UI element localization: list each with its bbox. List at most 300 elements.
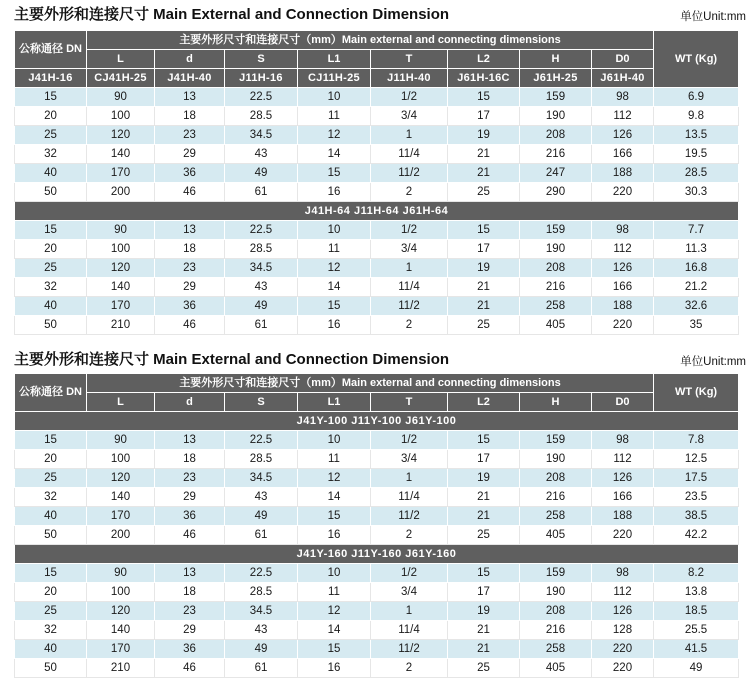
table-cell: 16 bbox=[298, 183, 371, 202]
table-cell: 13.5 bbox=[654, 126, 739, 145]
band-row bbox=[15, 545, 739, 564]
wt-header: WT (Kg) bbox=[654, 374, 739, 412]
table-cell: 258 bbox=[520, 640, 592, 659]
column-header-row bbox=[15, 393, 739, 412]
column-header: d bbox=[155, 50, 225, 69]
column-header: T bbox=[371, 50, 448, 69]
group-header: 主要外形尺寸和连接尺寸（mm）Main external and connecting dimensions bbox=[87, 31, 654, 50]
table-cell: 13 bbox=[155, 88, 225, 107]
table-cell: 13 bbox=[155, 431, 225, 450]
dn-header: 公称通径 DN bbox=[15, 374, 87, 412]
table-cell: 170 bbox=[87, 507, 155, 526]
table-cell: 16.8 bbox=[654, 259, 739, 278]
table-cell: 112 bbox=[592, 583, 654, 602]
table-cell: 126 bbox=[592, 126, 654, 145]
table-cell: 15 bbox=[15, 88, 87, 107]
table-cell: 19 bbox=[448, 469, 520, 488]
table-cell: 112 bbox=[592, 240, 654, 259]
table-cell: 190 bbox=[520, 450, 592, 469]
table-cell: 15 bbox=[15, 431, 87, 450]
model-cell: J61H-16C bbox=[448, 69, 520, 88]
table-cell: 22.5 bbox=[225, 88, 298, 107]
table-cell: 190 bbox=[520, 107, 592, 126]
table-cell: 405 bbox=[520, 659, 592, 678]
table-cell: 2 bbox=[371, 526, 448, 545]
table-cell: 46 bbox=[155, 659, 225, 678]
table-cell: 15 bbox=[448, 431, 520, 450]
table-cell: 140 bbox=[87, 488, 155, 507]
table-row bbox=[15, 88, 739, 107]
group-header: 主要外形尺寸和连接尺寸（mm）Main external and connecting dimensions bbox=[87, 374, 654, 393]
table-cell: 20 bbox=[15, 107, 87, 126]
column-header: S bbox=[225, 50, 298, 69]
table-cell: 41.5 bbox=[654, 640, 739, 659]
table-cell: 208 bbox=[520, 126, 592, 145]
table-cell: 10 bbox=[298, 431, 371, 450]
column-header: D0 bbox=[592, 50, 654, 69]
table-cell: 43 bbox=[225, 145, 298, 164]
band-row bbox=[15, 412, 739, 431]
table-cell: 32 bbox=[15, 145, 87, 164]
table-cell: 14 bbox=[298, 145, 371, 164]
table-cell: 120 bbox=[87, 259, 155, 278]
table-cell: 15 bbox=[298, 507, 371, 526]
table-cell: 49 bbox=[225, 164, 298, 183]
table-cell: 15 bbox=[448, 564, 520, 583]
table-cell: 140 bbox=[87, 145, 155, 164]
table-cell: 32 bbox=[15, 621, 87, 640]
table-cell: 15 bbox=[298, 640, 371, 659]
table-cell: 61 bbox=[225, 659, 298, 678]
table-cell: 14 bbox=[298, 278, 371, 297]
table-cell: 17 bbox=[448, 107, 520, 126]
table-cell: 126 bbox=[592, 259, 654, 278]
table-cell: 25 bbox=[448, 526, 520, 545]
table-cell: 11/2 bbox=[371, 164, 448, 183]
unit-label: 单位Unit:mm bbox=[680, 11, 746, 23]
table-cell: 29 bbox=[155, 488, 225, 507]
table-cell: 98 bbox=[592, 88, 654, 107]
table-cell: 25 bbox=[15, 126, 87, 145]
table-cell: 216 bbox=[520, 621, 592, 640]
table-cell: 405 bbox=[520, 526, 592, 545]
model-row bbox=[15, 69, 739, 88]
unit-label: 单位Unit:mm bbox=[680, 356, 746, 368]
table-cell: 13 bbox=[155, 221, 225, 240]
table-cell: 1/2 bbox=[371, 88, 448, 107]
table-cell: 166 bbox=[592, 278, 654, 297]
model-cell: J11H-16 bbox=[225, 69, 298, 88]
model-cell: CJ11H-25 bbox=[298, 69, 371, 88]
table-cell: 9.8 bbox=[654, 107, 739, 126]
table-cell: 23.5 bbox=[654, 488, 739, 507]
table-cell: 21 bbox=[448, 164, 520, 183]
table-cell: 43 bbox=[225, 621, 298, 640]
table-cell: 25.5 bbox=[654, 621, 739, 640]
table-cell: 11/4 bbox=[371, 621, 448, 640]
dimension-table bbox=[14, 30, 739, 335]
table-cell: 11.3 bbox=[654, 240, 739, 259]
table-cell: 126 bbox=[592, 469, 654, 488]
table-cell: 128 bbox=[592, 621, 654, 640]
table-cell: 34.5 bbox=[225, 469, 298, 488]
table-cell: 20 bbox=[15, 450, 87, 469]
table-cell: 1/2 bbox=[371, 564, 448, 583]
table-cell: 90 bbox=[87, 221, 155, 240]
table-row bbox=[15, 221, 739, 240]
table-cell: 1 bbox=[371, 259, 448, 278]
table-cell: 3/4 bbox=[371, 450, 448, 469]
table-cell: 22.5 bbox=[225, 564, 298, 583]
table-cell: 11 bbox=[298, 107, 371, 126]
table-cell: 100 bbox=[87, 450, 155, 469]
table-cell: 159 bbox=[520, 431, 592, 450]
table-cell: 216 bbox=[520, 278, 592, 297]
table-cell: 1/2 bbox=[371, 221, 448, 240]
table-cell: 61 bbox=[225, 526, 298, 545]
band-label: J41Y-160 J11Y-160 J61Y-160 bbox=[15, 545, 739, 564]
table-row bbox=[15, 564, 739, 583]
table-cell: 12.5 bbox=[654, 450, 739, 469]
table-cell: 16 bbox=[298, 316, 371, 335]
table-cell: 166 bbox=[592, 488, 654, 507]
table-cell: 36 bbox=[155, 640, 225, 659]
table-cell: 36 bbox=[155, 507, 225, 526]
table-cell: 11/2 bbox=[371, 640, 448, 659]
band-row bbox=[15, 202, 739, 221]
table-row bbox=[15, 145, 739, 164]
table-cell: 18 bbox=[155, 583, 225, 602]
table-cell: 1 bbox=[371, 126, 448, 145]
table-row bbox=[15, 278, 739, 297]
table-cell: 25 bbox=[15, 469, 87, 488]
table-cell: 21 bbox=[448, 488, 520, 507]
table-cell: 43 bbox=[225, 278, 298, 297]
table-row bbox=[15, 297, 739, 316]
table-cell: 38.5 bbox=[654, 507, 739, 526]
table-cell: 98 bbox=[592, 564, 654, 583]
table-cell: 17 bbox=[448, 240, 520, 259]
table-cell: 23 bbox=[155, 602, 225, 621]
table-cell: 50 bbox=[15, 659, 87, 678]
table-cell: 13.8 bbox=[654, 583, 739, 602]
table-cell: 100 bbox=[87, 583, 155, 602]
table-row bbox=[15, 507, 739, 526]
table-cell: 19 bbox=[448, 602, 520, 621]
table-cell: 36 bbox=[155, 164, 225, 183]
table-row bbox=[15, 469, 739, 488]
table-cell: 32 bbox=[15, 488, 87, 507]
table-cell: 17.5 bbox=[654, 469, 739, 488]
table-cell: 34.5 bbox=[225, 259, 298, 278]
model-cell: J41H-40 bbox=[155, 69, 225, 88]
table-row bbox=[15, 621, 739, 640]
table-cell: 40 bbox=[15, 164, 87, 183]
table-cell: 61 bbox=[225, 183, 298, 202]
table-row bbox=[15, 183, 739, 202]
table-cell: 28.5 bbox=[654, 164, 739, 183]
table-cell: 98 bbox=[592, 221, 654, 240]
table-row bbox=[15, 126, 739, 145]
table-cell: 18.5 bbox=[654, 602, 739, 621]
table-cell: 290 bbox=[520, 183, 592, 202]
table-row bbox=[15, 450, 739, 469]
table-cell: 3/4 bbox=[371, 240, 448, 259]
table-cell: 49 bbox=[654, 659, 739, 678]
table-cell: 42.2 bbox=[654, 526, 739, 545]
column-header: L bbox=[87, 50, 155, 69]
table-cell: 19.5 bbox=[654, 145, 739, 164]
table-cell: 220 bbox=[592, 526, 654, 545]
table-cell: 18 bbox=[155, 240, 225, 259]
table-cell: 35 bbox=[654, 316, 739, 335]
table-cell: 2 bbox=[371, 659, 448, 678]
table-cell: 11/4 bbox=[371, 145, 448, 164]
table-cell: 22.5 bbox=[225, 221, 298, 240]
table-cell: 15 bbox=[298, 297, 371, 316]
table-cell: 19 bbox=[448, 126, 520, 145]
table-cell: 25 bbox=[15, 602, 87, 621]
table-cell: 120 bbox=[87, 602, 155, 621]
table-cell: 188 bbox=[592, 297, 654, 316]
table-cell: 15 bbox=[298, 164, 371, 183]
table-cell: 6.9 bbox=[654, 88, 739, 107]
column-header: D0 bbox=[592, 393, 654, 412]
table-cell: 216 bbox=[520, 145, 592, 164]
table-cell: 170 bbox=[87, 297, 155, 316]
table-cell: 112 bbox=[592, 450, 654, 469]
table-cell: 220 bbox=[592, 183, 654, 202]
table-cell: 90 bbox=[87, 88, 155, 107]
table-cell: 29 bbox=[155, 278, 225, 297]
model-cell: CJ41H-25 bbox=[87, 69, 155, 88]
table-cell: 159 bbox=[520, 564, 592, 583]
table-cell: 3/4 bbox=[371, 583, 448, 602]
model-cell: J61H-25 bbox=[520, 69, 592, 88]
table-cell: 190 bbox=[520, 240, 592, 259]
table-cell: 216 bbox=[520, 488, 592, 507]
table-cell: 32.6 bbox=[654, 297, 739, 316]
table-cell: 21 bbox=[448, 640, 520, 659]
table-cell: 29 bbox=[155, 621, 225, 640]
column-header: S bbox=[225, 393, 298, 412]
table-cell: 1 bbox=[371, 602, 448, 621]
table-row bbox=[15, 431, 739, 450]
table-cell: 34.5 bbox=[225, 126, 298, 145]
table-cell: 200 bbox=[87, 183, 155, 202]
table-cell: 30.3 bbox=[654, 183, 739, 202]
table-cell: 120 bbox=[87, 469, 155, 488]
dn-header: 公称通径 DN bbox=[15, 31, 87, 69]
table-cell: 21.2 bbox=[654, 278, 739, 297]
table-cell: 11/4 bbox=[371, 488, 448, 507]
table-cell: 8.2 bbox=[654, 564, 739, 583]
table-cell: 11/4 bbox=[371, 278, 448, 297]
table-cell: 15 bbox=[448, 221, 520, 240]
table-cell: 200 bbox=[87, 526, 155, 545]
table-cell: 40 bbox=[15, 297, 87, 316]
table-cell: 140 bbox=[87, 278, 155, 297]
model-cell: J41H-16 bbox=[15, 69, 87, 88]
table-cell: 11 bbox=[298, 240, 371, 259]
table-cell: 190 bbox=[520, 583, 592, 602]
table-cell: 28.5 bbox=[225, 240, 298, 259]
table-cell: 50 bbox=[15, 526, 87, 545]
table-cell: 19 bbox=[448, 259, 520, 278]
table-cell: 159 bbox=[520, 88, 592, 107]
table-cell: 7.7 bbox=[654, 221, 739, 240]
table-cell: 49 bbox=[225, 640, 298, 659]
table-cell: 210 bbox=[87, 659, 155, 678]
table-cell: 23 bbox=[155, 259, 225, 278]
column-header-row bbox=[15, 50, 739, 69]
table-cell: 188 bbox=[592, 164, 654, 183]
table-cell: 12 bbox=[298, 126, 371, 145]
table-cell: 100 bbox=[87, 240, 155, 259]
table-cell: 210 bbox=[87, 316, 155, 335]
table-cell: 1 bbox=[371, 469, 448, 488]
table-cell: 16 bbox=[298, 526, 371, 545]
table-cell: 25 bbox=[448, 183, 520, 202]
table-cell: 25 bbox=[15, 259, 87, 278]
table-cell: 16 bbox=[298, 659, 371, 678]
table-cell: 166 bbox=[592, 145, 654, 164]
table-cell: 220 bbox=[592, 640, 654, 659]
model-cell: J11H-40 bbox=[371, 69, 448, 88]
table-cell: 220 bbox=[592, 316, 654, 335]
table-cell: 7.8 bbox=[654, 431, 739, 450]
table-row bbox=[15, 488, 739, 507]
table-row bbox=[15, 583, 739, 602]
table-cell: 11 bbox=[298, 583, 371, 602]
table-cell: 23 bbox=[155, 126, 225, 145]
table-cell: 12 bbox=[298, 602, 371, 621]
table-cell: 112 bbox=[592, 107, 654, 126]
table-cell: 36 bbox=[155, 297, 225, 316]
band-label: J41H-64 J11H-64 J61H-64 bbox=[15, 202, 739, 221]
table-cell: 1/2 bbox=[371, 431, 448, 450]
column-header: L1 bbox=[298, 393, 371, 412]
table-cell: 220 bbox=[592, 659, 654, 678]
table-cell: 100 bbox=[87, 107, 155, 126]
table-cell: 10 bbox=[298, 564, 371, 583]
band-label: J41Y-100 J11Y-100 J61Y-100 bbox=[15, 412, 739, 431]
table-cell: 208 bbox=[520, 259, 592, 278]
table-row bbox=[15, 240, 739, 259]
wt-header: WT (Kg) bbox=[654, 31, 739, 88]
table-cell: 13 bbox=[155, 564, 225, 583]
table-cell: 49 bbox=[225, 297, 298, 316]
table-cell: 11 bbox=[298, 450, 371, 469]
table-cell: 49 bbox=[225, 507, 298, 526]
table-cell: 21 bbox=[448, 297, 520, 316]
table-cell: 25 bbox=[448, 659, 520, 678]
table-cell: 12 bbox=[298, 259, 371, 278]
table-row bbox=[15, 526, 739, 545]
table-cell: 43 bbox=[225, 488, 298, 507]
table-cell: 28.5 bbox=[225, 450, 298, 469]
table-cell: 61 bbox=[225, 316, 298, 335]
table-cell: 21 bbox=[448, 145, 520, 164]
table-cell: 14 bbox=[298, 621, 371, 640]
table-cell: 28.5 bbox=[225, 107, 298, 126]
table-cell: 21 bbox=[448, 621, 520, 640]
model-cell: J61H-40 bbox=[592, 69, 654, 88]
column-header: H bbox=[520, 393, 592, 412]
table-cell: 25 bbox=[448, 316, 520, 335]
table-cell: 32 bbox=[15, 278, 87, 297]
table-cell: 10 bbox=[298, 221, 371, 240]
table-row bbox=[15, 602, 739, 621]
table-cell: 40 bbox=[15, 507, 87, 526]
column-header: d bbox=[155, 393, 225, 412]
table-row bbox=[15, 640, 739, 659]
table-cell: 14 bbox=[298, 488, 371, 507]
table-cell: 21 bbox=[448, 507, 520, 526]
table-cell: 50 bbox=[15, 183, 87, 202]
table-cell: 46 bbox=[155, 183, 225, 202]
header-row bbox=[15, 374, 739, 393]
table-row bbox=[15, 316, 739, 335]
column-header: H bbox=[520, 50, 592, 69]
table-row bbox=[15, 659, 739, 678]
table-cell: 15 bbox=[15, 564, 87, 583]
table-cell: 15 bbox=[448, 88, 520, 107]
table-cell: 17 bbox=[448, 450, 520, 469]
table-cell: 11/2 bbox=[371, 507, 448, 526]
table-cell: 3/4 bbox=[371, 107, 448, 126]
section-title: 主要外形和连接尺寸 Main External and Connection Dimension bbox=[14, 351, 450, 368]
table-cell: 50 bbox=[15, 316, 87, 335]
table-cell: 258 bbox=[520, 297, 592, 316]
table-cell: 120 bbox=[87, 126, 155, 145]
table-cell: 18 bbox=[155, 450, 225, 469]
table-cell: 20 bbox=[15, 240, 87, 259]
table-cell: 208 bbox=[520, 469, 592, 488]
table-cell: 10 bbox=[298, 88, 371, 107]
table-cell: 40 bbox=[15, 640, 87, 659]
table-cell: 170 bbox=[87, 640, 155, 659]
table-row bbox=[15, 164, 739, 183]
table-cell: 247 bbox=[520, 164, 592, 183]
table-cell: 2 bbox=[371, 316, 448, 335]
table-cell: 140 bbox=[87, 621, 155, 640]
header-row bbox=[15, 31, 739, 50]
table-cell: 34.5 bbox=[225, 602, 298, 621]
table-row bbox=[15, 259, 739, 278]
table-cell: 29 bbox=[155, 145, 225, 164]
column-header: L2 bbox=[448, 393, 520, 412]
table-cell: 23 bbox=[155, 469, 225, 488]
table-cell: 188 bbox=[592, 507, 654, 526]
table-cell: 15 bbox=[15, 221, 87, 240]
table-cell: 21 bbox=[448, 278, 520, 297]
table-cell: 17 bbox=[448, 583, 520, 602]
table-cell: 20 bbox=[15, 583, 87, 602]
column-header: T bbox=[371, 393, 448, 412]
section-title: 主要外形和连接尺寸 Main External and Connection Dimension bbox=[14, 6, 450, 23]
table-cell: 258 bbox=[520, 507, 592, 526]
table-cell: 18 bbox=[155, 107, 225, 126]
table-cell: 12 bbox=[298, 469, 371, 488]
table-cell: 208 bbox=[520, 602, 592, 621]
table-cell: 22.5 bbox=[225, 431, 298, 450]
table-cell: 159 bbox=[520, 221, 592, 240]
table-cell: 90 bbox=[87, 564, 155, 583]
dimension-table bbox=[14, 373, 739, 678]
table-row bbox=[15, 107, 739, 126]
table-cell: 46 bbox=[155, 316, 225, 335]
